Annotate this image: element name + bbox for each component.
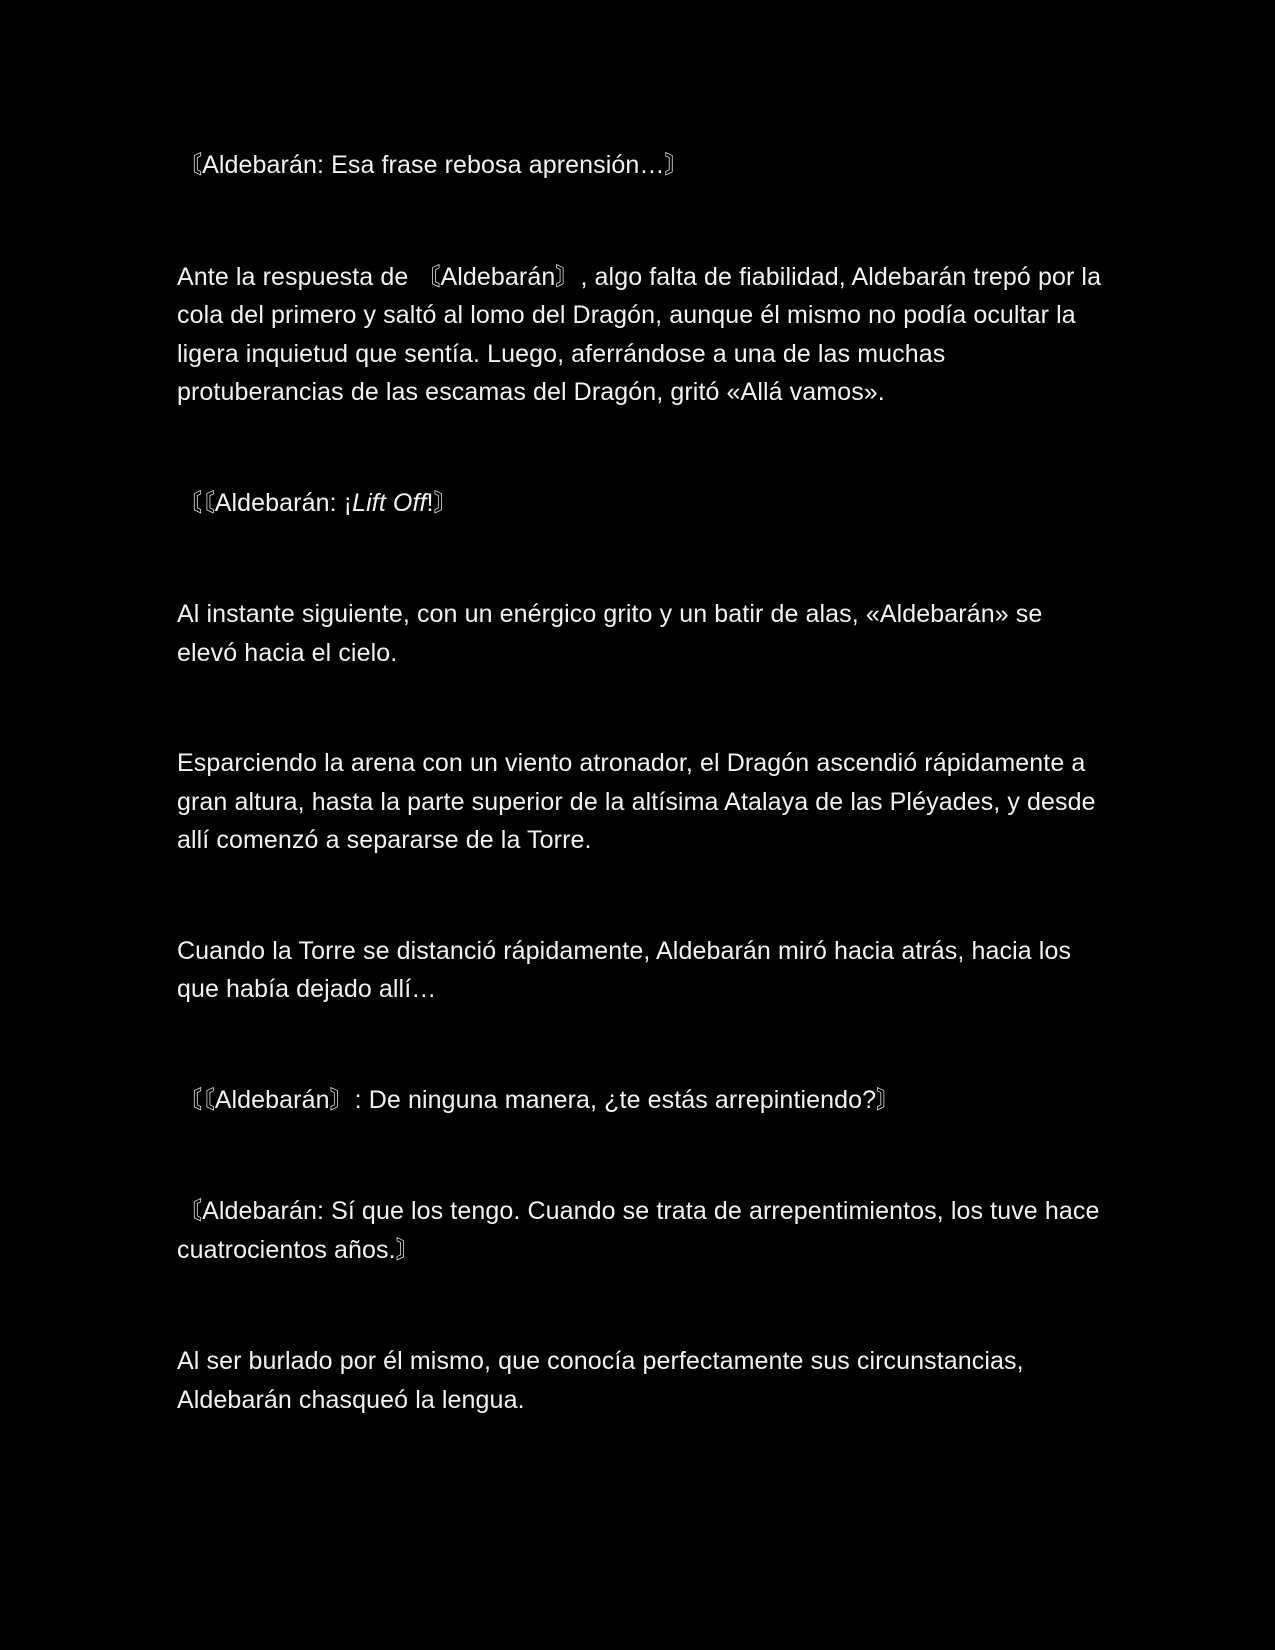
dialogue-paragraph: 〘Aldebarán: Sí que los tengo. Cuando se trata de arrepentimientos, los tuve hace cuatrocientos años.〙 <box>177 1197 1100 1264</box>
document-body <box>177 146 1107 1491</box>
narration-paragraph: Cuando la Torre se distanció rápidamente, Aldebarán miró hacia atrás, hacia los que había dejado allí… <box>177 936 1072 1003</box>
dialogue-paragraph <box>177 484 1107 523</box>
dialogue-text-start: 〘〘Aldebarán: ¡ <box>177 488 353 517</box>
narration-paragraph: Al instante siguiente, con un enérgico grito y un batir de alas, «Aldebarán» se elevó hacia el cielo. <box>177 600 1043 667</box>
narration-paragraph: Esparciendo la arena con un viento atronador, el Dragón ascendió rápidamente a gran altura, hasta la parte superior de la altísima Atalaya de las Pléyades, y desde allí comenzó a separarse de la Torre. <box>177 749 1096 854</box>
emphasized-text: Lift Off <box>352 488 427 517</box>
narration-paragraph: Ante la respuesta de 〘Aldebarán〙, algo falta de fiabilidad, Aldebarán trepó por la cola del primero y saltó al lomo del Dragón, aunque él mismo no podía ocultar la ligera inquietud que sentía. Luego, aferrándose a una de las muchas protuberancias de las escamas del Dragón, gritó «Allá vamos». <box>177 262 1102 406</box>
dialogue-paragraph: 〘〘Aldebarán〙: De ninguna manera, ¿te estás arrepintiendo?〙 <box>177 1085 902 1114</box>
narration-paragraph: Al ser burlado por él mismo, que conocía perfectamente sus circunstancias, Aldebarán chasqueó la lengua. <box>177 1347 1024 1414</box>
dialogue-paragraph: 〘Aldebarán: Esa frase rebosa aprensión…〙 <box>177 151 690 179</box>
dialogue-text-end: !〙 <box>426 488 459 517</box>
